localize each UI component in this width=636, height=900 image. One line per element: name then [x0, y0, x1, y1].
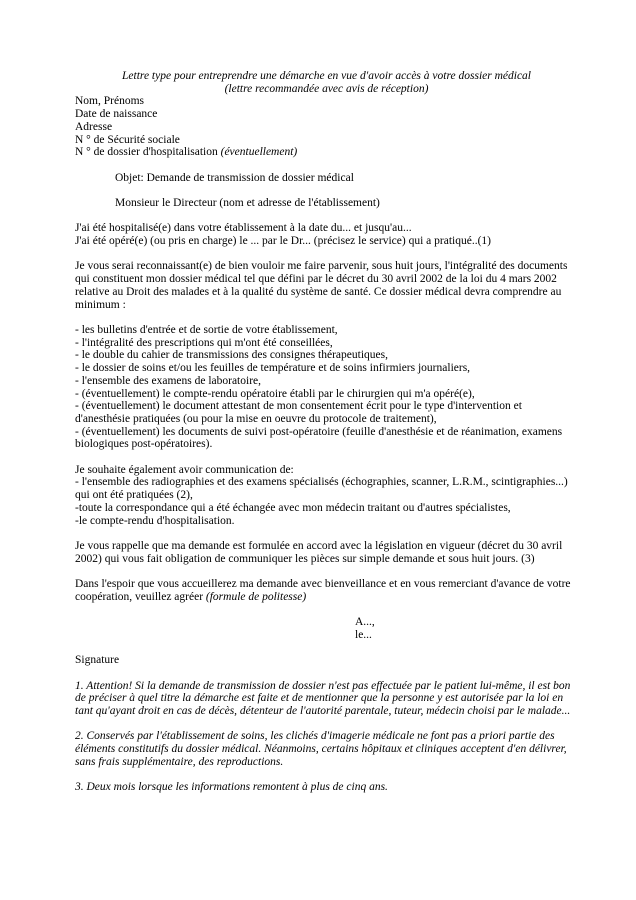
sender-hospital-file-label: N ° de dossier d'hospitalisation — [75, 146, 221, 159]
documents-list-item: - (éventuellement) les documents de suivi post-opératoire (feuille d'anesthésie et de réanimation, examens biologiques post-opératoires). — [75, 425, 563, 451]
footnote-1: 1. Attention! Si la demande de transmission de dossier n'est pas effectuée par le patient lui-même, il est bon de préciser à quel titre la démarche est faite et de mentionner que la personne y est autorisée par la loi en tant qu'ayant droit en cas de décès, détenteur de l'autorité parentale, tuteur, médecin choisi par le malade... — [75, 679, 571, 717]
closing-politeness-note: (formule de politesse) — [205, 590, 307, 603]
sender-address-label: Adresse — [75, 120, 113, 133]
footnote-2: 2. Conservés par l'établissement de soins, les clichés d'imagerie médicale ne font pas a priori partie des éléments constitutifs du dossier médical. Néanmoins, certains hôpitaux et cliniques acceptent d'en délivrer, sans frais supplémentaire, des reproductions. — [75, 730, 567, 768]
additional-request — [75, 464, 578, 528]
intro-line-hospitalisation: J'ai été hospitalisé(e) dans votre établissement à la date du... et jusqu'au... — [75, 222, 412, 235]
sender-birthdate-label: Date de naissance — [75, 108, 158, 121]
letter-title-line1: Lettre type pour entreprendre une démarche en vue d'avoir accès à votre dossier médical — [122, 70, 531, 82]
documents-list-item: - (éventuellement) le document attestant de mon consentement écrit pour le type d'intervention et d'anesthésie pratiquées (ou pour la mise en oeuvre du protocole de traitement), — [75, 400, 522, 425]
additional-request-item: - l'ensemble des radiographies et des examens spécialisés (échographies, scanner, L.R.M., scintigraphies...) qui ont été pratiquées (2), — [75, 476, 568, 502]
documents-list-item: - l'ensemble des examens de laboratoire, — [75, 374, 261, 387]
documents-list-item: - le double du cahier de transmissions des consignes thérapeutiques, — [75, 349, 388, 362]
sender-name-label: Nom, Prénoms — [75, 95, 144, 108]
letter-title-line2: (lettre recommandée avec avis de réception) — [224, 82, 429, 95]
documents-list-item: - les bulletins d'entrée et de sortie de votre établissement, — [75, 323, 338, 336]
closing-text: Dans l'espoir que vous accueillerez ma demande avec bienveillance et en vous remerciant d'avance de votre coopération, veuillez agréer — [75, 578, 571, 603]
signature-label: Signature — [75, 654, 120, 667]
legal-paragraph: Je vous rappelle que ma demande est formulée en accord avec la législation en vigueur (décret du 30 avril 2002) qui vous fait obligation de communiquer les pièces sur simple demande et sous huit jours. (3) — [75, 539, 563, 565]
subject-line: Objet: Demande de transmission de dossier médical — [115, 171, 354, 184]
salutation-line: Monsieur le Directeur (nom et adresse de l'établissement) — [115, 197, 380, 209]
additional-request-item: -toute la correspondance qui a été échangée avec mon médecin traitant ou d'autres spécialistes, — [75, 501, 511, 514]
request-paragraph: Je vous serai reconnaissant(e) de bien vouloir me faire parvenir, sous huit jours, l'intégralité des documents qui constituent mon dossier médical tel que défini par le décret du 30 avril 2002 de la loi du 4 mars 2002 relative au Droit des malades et à la qualité du système de santé. Ce dossier médical devra comprendre au minimum : — [75, 260, 568, 311]
date-line: le... — [355, 628, 372, 641]
intro-line-operation: J'ai été opéré(e) (ou pris en charge) le ... par le Dr... (précisez le service) qui a pratiqué..(1) — [75, 235, 491, 248]
documents-list-item: - le dossier de soins et/ou les feuilles de température et de soins infirmiers journaliers, — [75, 362, 471, 375]
footnote-3: 3. Deux mois lorsque les informations remontent à plus de cinq ans. — [75, 781, 388, 794]
additional-request-intro: Je souhaite également avoir communication de: — [75, 463, 294, 476]
sender-details — [75, 95, 578, 159]
intro-paragraph — [75, 222, 578, 247]
sender-hospital-file-line — [75, 146, 578, 159]
documents-list-item: - l'intégralité des prescriptions qui m'ont été conseillées, — [75, 336, 333, 349]
closing-paragraph — [75, 578, 578, 603]
letter-title — [75, 70, 578, 95]
documents-list — [75, 324, 578, 451]
sender-ssn-label: N ° de Sécurité sociale — [75, 133, 180, 146]
additional-request-item: -le compte-rendu d'hospitalisation. — [75, 514, 235, 527]
documents-list-item: - (éventuellement) le compte-rendu opératoire établi par le chirurgien qui m'a opéré(e), — [75, 387, 475, 400]
place-line: A..., — [355, 616, 375, 629]
place-date-block — [75, 616, 578, 641]
sender-hospital-file-note: (éventuellement) — [220, 146, 298, 159]
